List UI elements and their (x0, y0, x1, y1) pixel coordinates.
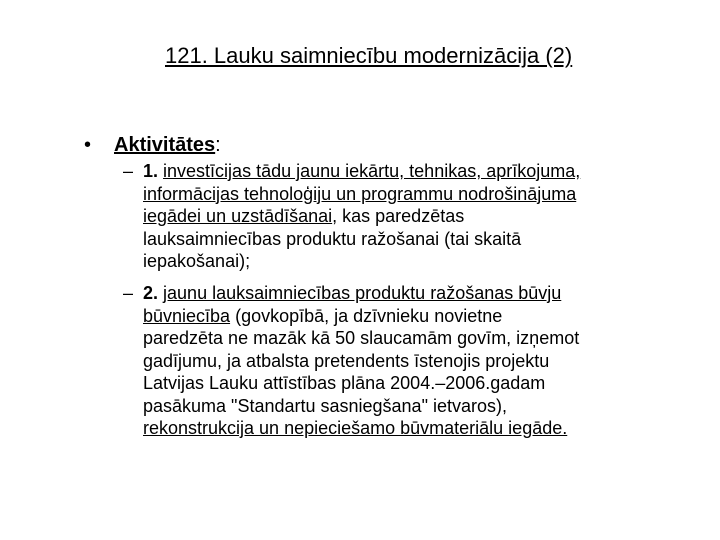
plain-text: (govkopībā, ja dzīvnieku novietne (230, 305, 503, 326)
sub-item-text (143, 160, 683, 273)
underlined-text: jaunu lauksaimniecības produktu ražošanas būvju (163, 283, 562, 303)
bullet-dot: • (84, 134, 92, 156)
text-line (143, 372, 683, 395)
text-line (143, 350, 683, 373)
underlined-text: būvniecība (143, 305, 231, 326)
item-number: 1. (143, 161, 159, 181)
plain-text: pasākuma "Standartu sasniegšana" ietvaros), (143, 395, 507, 416)
text-line (143, 395, 683, 418)
plain-text: Latvijas Lauku attīstības plāna 2004.–2006.gadam (143, 373, 546, 393)
underlined-text: informācijas tehnoloģiju un programmu nodrošinājuma (143, 183, 577, 204)
text-line (143, 282, 683, 305)
plain-text: iepakošanai); (143, 251, 251, 271)
bullet-aktivitates (84, 132, 221, 158)
underlined-text: iegādei un uzstādīšanai (143, 206, 333, 226)
text-line (143, 183, 683, 206)
plain-text: paredzēta ne mazāk kā 50 slaucamām govīm, izņemot (143, 328, 580, 348)
page-title: 121. Lauku saimniecību modernizācija (2) (165, 43, 573, 68)
text-line (143, 205, 683, 228)
text-line (143, 327, 683, 350)
underlined-text: rekonstrukcija un nepieciešamo būvmateriālu iegāde. (143, 418, 568, 438)
plain-text: gadījumu, ja atbalsta pretendents īstenojis projektu (143, 350, 550, 371)
sub-item-text (143, 282, 683, 440)
text-line (143, 228, 683, 251)
plain-text: lauksaimniecības produktu ražošanai (tai skaitā (143, 228, 522, 249)
underlined-text: investīcijas tādu jaunu iekārtu, tehnikas, aprīkojuma, (163, 161, 581, 181)
plain-text: , kas paredzētas (332, 206, 465, 226)
item-number: 2. (143, 283, 159, 303)
text-line (143, 305, 683, 328)
text-line (143, 160, 683, 183)
dash-marker: – (123, 283, 134, 303)
bullet-colon: : (215, 134, 221, 156)
bullet-label: Aktivitātes (114, 134, 216, 156)
dash-marker: – (123, 161, 134, 181)
text-line (143, 417, 683, 440)
text-line (143, 250, 683, 273)
